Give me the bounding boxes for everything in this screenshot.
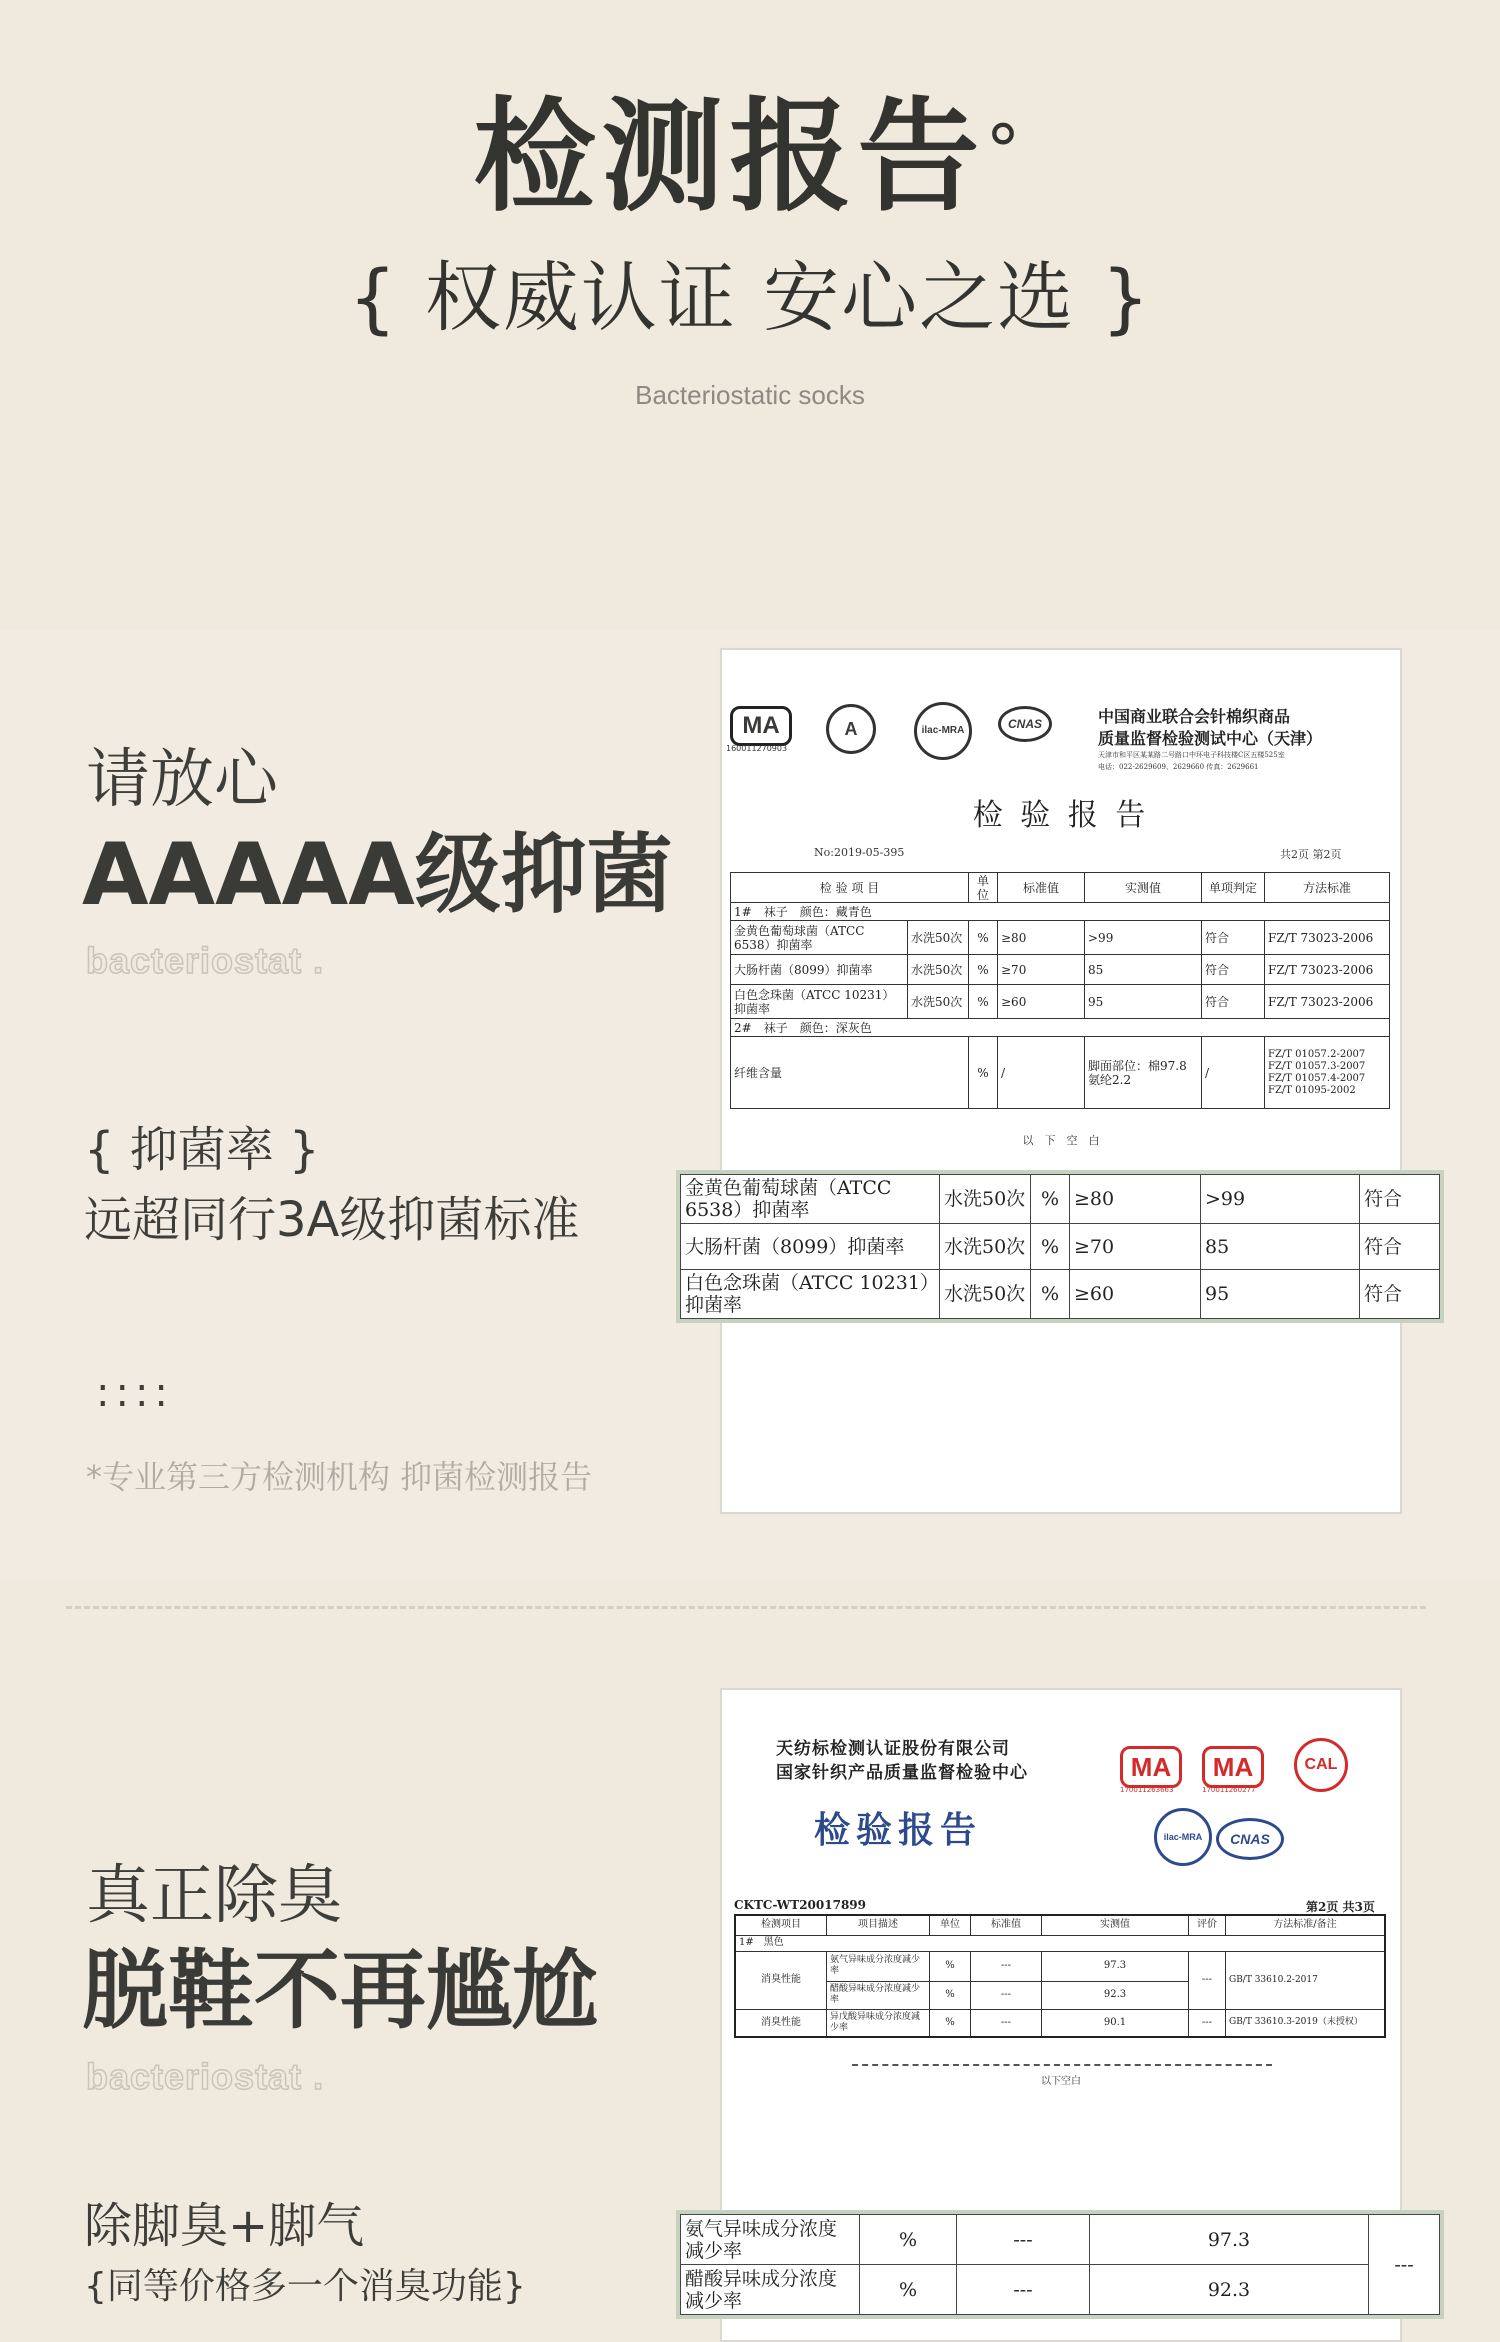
- table-header-cell: 项目描述: [827, 1915, 930, 1935]
- table-cell: ---: [1189, 2009, 1226, 2037]
- zoom-cell: >99: [1201, 1175, 1360, 1224]
- section1-dots: ::::: [96, 1370, 174, 1416]
- table-row: [731, 1037, 1390, 1109]
- table-cell: 金黄色葡萄球菌（ATCC 6538）抑菌率: [731, 921, 908, 955]
- section1-tag: { 抑菌率 }: [84, 1122, 320, 1178]
- report2-page: 第2页 共3页: [1306, 1900, 1375, 1914]
- section2-desc: {同等价格多一个消臭功能}: [84, 2266, 526, 2307]
- zoom-cell: ---: [957, 2215, 1090, 2265]
- table-header-row: [735, 1915, 1385, 1935]
- table-cell: 消臭性能: [735, 2009, 827, 2037]
- zoom-row: [681, 2265, 1440, 2315]
- table-cell: /: [1202, 1037, 1265, 1109]
- table-group-row: [735, 1935, 1385, 1951]
- table-cell: 异戊酸异味成分浓度减少率: [827, 2009, 930, 2037]
- table-cell: 大肠杆菌（8099）抑菌率: [731, 955, 908, 985]
- table-cell: 符合: [1202, 985, 1265, 1019]
- section2-tag: 除脚臭+脚气: [84, 2198, 365, 2254]
- zoom-cell: 金黄色葡萄球菌（ATCC 6538）抑菌率: [681, 1175, 940, 1224]
- table-cell: 氨气异味成分浓度减少率: [827, 1951, 930, 1981]
- table-cell: ≥80: [998, 921, 1085, 955]
- table-cell: %: [930, 2009, 971, 2037]
- cal-logo: CAL: [1294, 1738, 1348, 1792]
- zoom-cell: %: [1031, 1270, 1070, 1319]
- zoom-row: [681, 2215, 1440, 2265]
- table-header-cell: 单位: [930, 1915, 971, 1935]
- table-cell: FZ/T 73023-2006: [1265, 955, 1390, 985]
- table-cell: ---: [1189, 1951, 1226, 2009]
- zoom-cell: 水洗50次: [940, 1175, 1031, 1224]
- table-header-cell: 单位: [969, 873, 998, 903]
- ma-logo-1: MA: [1120, 1746, 1182, 1788]
- table-header-cell: 标准值: [971, 1915, 1042, 1935]
- section2-headline: 脱鞋不再尴尬: [82, 1941, 598, 2041]
- report1-org-tel: 电话：022-2629609、2629660 传真：2629661: [1098, 763, 1259, 771]
- section2-english: bacteriostat .: [86, 2056, 325, 2097]
- zoom-cell: %: [860, 2215, 957, 2265]
- ma-logo-2: MA: [1202, 1746, 1264, 1788]
- group-label: 1# 黑色: [735, 1935, 1385, 1951]
- section2-lead: 真正除臭: [86, 1859, 342, 1933]
- report1-org-line1: 中国商业联合会针棉织商品: [1098, 707, 1291, 726]
- zoom-cell: ≥70: [1070, 1224, 1201, 1270]
- table-cell: 水洗50次: [908, 955, 969, 985]
- zoom-row: [681, 1175, 1440, 1224]
- table-cell: %: [930, 1951, 971, 1981]
- table-row: [731, 985, 1390, 1019]
- table-header-row: [731, 873, 1390, 903]
- table-cell: %: [969, 921, 998, 955]
- zoom-cell: ---: [1369, 2215, 1440, 2315]
- table-header-cell: 方法标准: [1265, 873, 1390, 903]
- report1-page: 共2页 第2页: [1280, 848, 1342, 861]
- table-cell: 92.3: [1042, 1981, 1189, 2009]
- table-cell: >99: [1085, 921, 1202, 955]
- table-row: [735, 2009, 1385, 2037]
- table-group-row: [731, 903, 1390, 921]
- cnas-logo: CNAS: [998, 706, 1052, 742]
- table-cell: /: [998, 1037, 1085, 1109]
- table-cell: %: [969, 1037, 998, 1109]
- table-cell: ≥60: [998, 985, 1085, 1019]
- table-row: [735, 1951, 1385, 1981]
- table-header-cell: 方法标准/备注: [1226, 1915, 1386, 1935]
- table-header-cell: 标准值: [998, 873, 1085, 903]
- table-cell: %: [969, 955, 998, 985]
- page-title: 检测报告°: [473, 86, 1027, 228]
- group-label: 2# 袜子 颜色：深灰色: [731, 1019, 1390, 1037]
- zoom-cell: 85: [1201, 1224, 1360, 1270]
- test-report-1: [720, 648, 1402, 1514]
- report2-title: 检验报告: [814, 1809, 983, 1851]
- page-english-caption: Bacteriostatic socks: [635, 380, 865, 410]
- degree-mark: °: [985, 110, 1027, 192]
- table-cell: 符合: [1202, 955, 1265, 985]
- table-cell: 醋酸异味成分浓度减少率: [827, 1981, 930, 2009]
- table-cell: 85: [1085, 955, 1202, 985]
- report1-end: 以 下 空 白: [1022, 1134, 1100, 1147]
- table-cell: FZ/T 73023-2006: [1265, 921, 1390, 955]
- report2-number: CKTC-WT20017899: [734, 1898, 866, 1912]
- zoom-cell: ≥80: [1070, 1175, 1201, 1224]
- table-cell: GB/T 33610.3-2019（未授权）: [1226, 2009, 1386, 2037]
- report2-end-rule: [852, 2064, 1272, 2066]
- table-cell: 水洗50次: [908, 921, 969, 955]
- table-cell: ---: [971, 2009, 1042, 2037]
- zoom-cell: 氨气异味成分浓度减少率: [681, 2215, 860, 2265]
- zoom-cell: 95: [1201, 1270, 1360, 1319]
- table-cell: ---: [971, 1981, 1042, 2009]
- table-cell: %: [930, 1981, 971, 2009]
- table-cell: 90.1: [1042, 2009, 1189, 2037]
- table-row: [731, 955, 1390, 985]
- report2-org-line2: 国家针织产品质量监督检验中心: [776, 1763, 1028, 1783]
- zoom-cell: 97.3: [1090, 2215, 1369, 2265]
- table-cell: 符合: [1202, 921, 1265, 955]
- table-cell: 水洗50次: [908, 985, 969, 1019]
- zoom-cell: 醋酸异味成分浓度减少率: [681, 2265, 860, 2315]
- report1-zoom-table: [680, 1174, 1440, 1319]
- ma-logo: MA: [730, 706, 792, 746]
- table-cell: ---: [971, 1951, 1042, 1981]
- table-cell: GB/T 33610.2-2017: [1226, 1951, 1386, 2009]
- section1-note: *专业第三方检测机构 抑菌检测报告: [86, 1458, 593, 1496]
- table-cell: 脚面部位：棉97.8 氨纶2.2: [1085, 1037, 1202, 1109]
- table-header-cell: 评价: [1189, 1915, 1226, 1935]
- section1-desc: 远超同行3A级抑菌标准: [84, 1192, 580, 1248]
- table-cell: 纤维含量: [731, 1037, 969, 1109]
- table-cell: 消臭性能: [735, 1951, 827, 2009]
- table-cell: FZ/T 73023-2006: [1265, 985, 1390, 1019]
- report2-end: 以下空白: [1041, 2076, 1081, 2087]
- zoom-cell: 92.3: [1090, 2265, 1369, 2315]
- zoom-cell: %: [860, 2265, 957, 2315]
- group-label: 1# 袜子 颜色：藏青色: [731, 903, 1390, 921]
- report1-number: No:2019-05-395: [814, 846, 905, 859]
- section-divider: [66, 1606, 1426, 1609]
- zoom-cell: 符合: [1360, 1270, 1440, 1319]
- table-header-cell: 检测项目: [735, 1915, 827, 1935]
- table-row: [731, 921, 1390, 955]
- ma-number-2: 170011260277: [1202, 1786, 1256, 1794]
- zoom-cell: 大肠杆菌（8099）抑菌率: [681, 1224, 940, 1270]
- table-header-cell: 检 验 项 目: [731, 873, 969, 903]
- table-cell: %: [969, 985, 998, 1019]
- ilac-logo: ilac-MRA: [1154, 1808, 1212, 1866]
- zoom-cell: 符合: [1360, 1175, 1440, 1224]
- zoom-cell: 白色念珠菌（ATCC 10231）抑菌率: [681, 1270, 940, 1319]
- table-cell: 97.3: [1042, 1951, 1189, 1981]
- zoom-row: [681, 1224, 1440, 1270]
- section1-headline: AAAAA级抑菌: [82, 825, 673, 925]
- zoom-cell: 水洗50次: [940, 1224, 1031, 1270]
- ilac-logo: ilac-MRA: [914, 702, 972, 760]
- table-cell: ≥70: [998, 955, 1085, 985]
- report1-org-line2: 质量监督检验测试中心（天津）: [1098, 729, 1323, 748]
- table-header-cell: 实测值: [1085, 873, 1202, 903]
- cal-logo: A: [826, 704, 876, 754]
- section1-english: bacteriostat .: [86, 940, 325, 981]
- zoom-cell: 符合: [1360, 1224, 1440, 1270]
- table-cell: 95: [1085, 985, 1202, 1019]
- report1-table: [730, 872, 1390, 1109]
- zoom-cell: ---: [957, 2265, 1090, 2315]
- report2-zoom-table: [680, 2214, 1440, 2315]
- table-cell: 白色念珠菌（ATCC 10231）抑菌率: [731, 985, 908, 1019]
- ma-number: 160011270903: [726, 744, 788, 753]
- zoom-cell: ≥60: [1070, 1270, 1201, 1319]
- report2-org-line1: 天纺标检测认证股份有限公司: [776, 1739, 1010, 1759]
- page-subtitle: { 权威认证 安心之选 }: [348, 253, 1152, 342]
- zoom-cell: %: [1031, 1175, 1070, 1224]
- table-header-cell: 单项判定: [1202, 873, 1265, 903]
- table-header-cell: 实测值: [1042, 1915, 1189, 1935]
- zoom-row: [681, 1270, 1440, 1319]
- report1-org-address: 天津市和平区某某路二号路口中环电子科技楼C区五楼525室: [1098, 751, 1285, 759]
- zoom-cell: 水洗50次: [940, 1270, 1031, 1319]
- cnas-logo: CNAS: [1216, 1818, 1284, 1860]
- zoom-cell: %: [1031, 1224, 1070, 1270]
- report1-title: 检 验 报 告: [972, 798, 1150, 833]
- table-cell: FZ/T 01057.2-2007 FZ/T 01057.3-2007 FZ/T 01057.4-2007 FZ/T 01095-2002: [1265, 1037, 1390, 1109]
- ma-number-1: 170011263663: [1120, 1786, 1174, 1794]
- report2-table: [734, 1914, 1386, 2038]
- section1-lead: 请放心: [86, 743, 278, 817]
- table-group-row: [731, 1019, 1390, 1037]
